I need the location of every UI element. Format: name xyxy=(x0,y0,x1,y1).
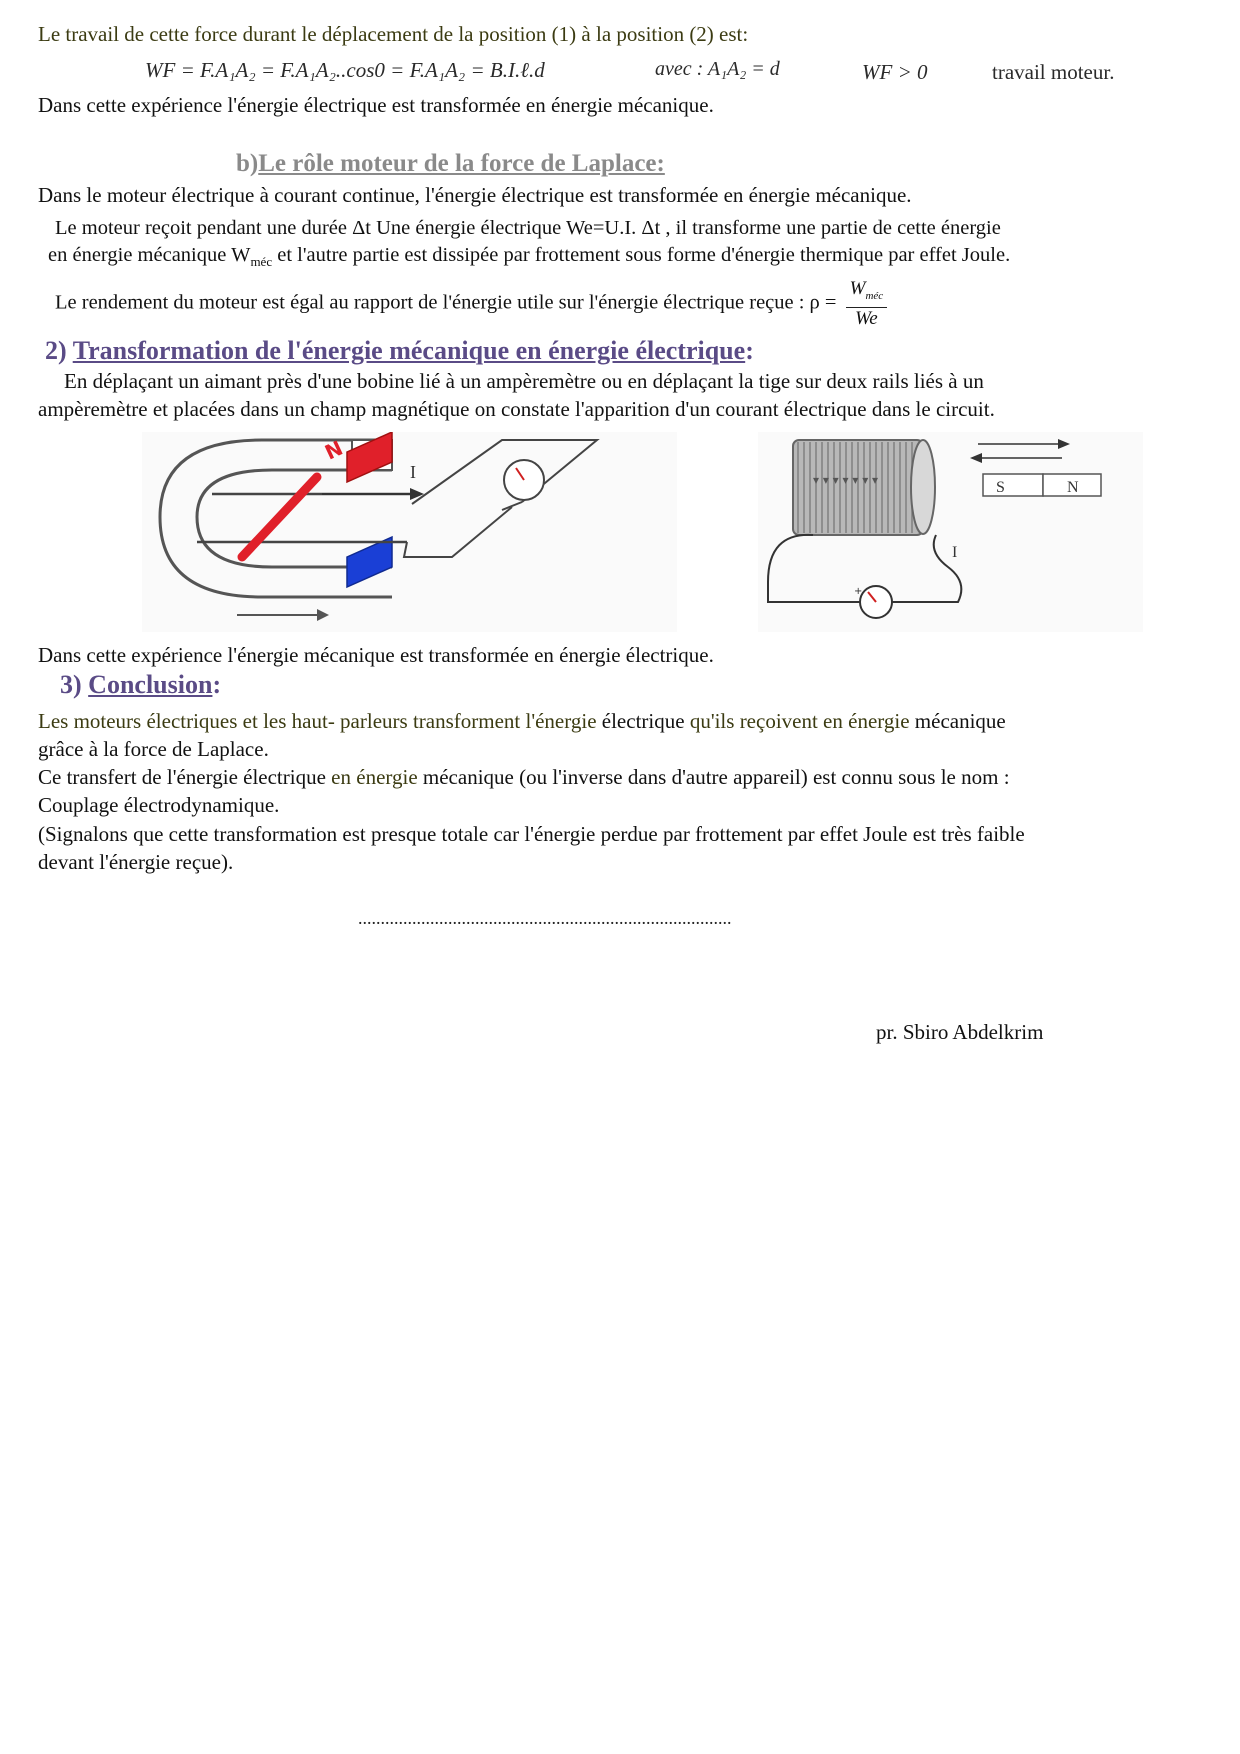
section-2-prefix: 2) xyxy=(45,336,73,365)
field-markers: ▾ ▾ ▾ ▾ ▾ ▾ ▾ xyxy=(813,473,879,487)
conclusion-line-1d: mécanique xyxy=(914,709,1006,733)
mechanical-to-electrical-note: Dans cette expérience l'énergie mécanique est transformée en énergie électrique. xyxy=(38,643,714,667)
work-formula-sign: WF > 0 xyxy=(862,60,928,84)
fraction-numerator: W xyxy=(849,278,866,299)
coil-magnet-figure xyxy=(758,432,1143,632)
motor-energy-line-1: Le moteur reçoit pendant une durée Δt Une énergie électrique We=U.I. Δt , il transforme une partie de cette énergie xyxy=(55,217,1001,239)
bar-magnet-n-label: N xyxy=(1067,479,1079,496)
section-2-title: Transformation de l'énergie mécanique en énergie électrique xyxy=(72,336,746,365)
section-3-title: Conclusion xyxy=(88,670,213,699)
bar-magnet-south xyxy=(983,474,1043,496)
conclusion-line-3a: Ce transfert de l'énergie électrique xyxy=(38,765,332,789)
w-mec-subscript: méc xyxy=(250,254,273,270)
energy-conversion-note: Dans cette expérience l'énergie électrique est transformée en énergie mécanique. xyxy=(38,93,714,117)
conclusion-line-1 xyxy=(38,709,1006,733)
conclusion-line-3c: mécanique (ou l'inverse dans d'autre appareil) est connu sous le nom : xyxy=(417,765,1010,789)
induction-paragraph-line-2: ampèremètre et placées dans un champ magnétique on constate l'apparition d'un courant électrique dans le circuit. xyxy=(38,397,995,421)
rails-magnet-figure xyxy=(142,432,677,632)
induction-paragraph-line-1: En déplaçant un aimant près d'une bobine lié à un ampèremètre ou en déplaçant la tige sur deux rails liés à un xyxy=(64,369,984,393)
ammeter-plus-sign: + xyxy=(854,586,863,597)
section-2-heading xyxy=(45,336,754,366)
coil-end xyxy=(911,440,935,534)
efficiency-line xyxy=(55,278,887,330)
conclusion-line-1b: électrique xyxy=(601,709,685,733)
efficiency-fraction xyxy=(846,278,888,330)
conclusion-line-1a: Les moteurs électriques et les haut- parleurs transforment l'énergie xyxy=(38,709,602,733)
section-3-suffix: : xyxy=(212,670,222,699)
author-signature: pr. Sbiro Abdelkrim xyxy=(876,1020,1044,1044)
section-3-heading xyxy=(60,670,221,700)
separator-dots: ................................................................................... xyxy=(358,908,732,928)
current-label: I xyxy=(410,462,416,482)
fraction-denominator: We xyxy=(855,307,878,329)
conclusion-line-2: grâce à la force de Laplace. xyxy=(38,737,269,761)
section-b-prefix: b) xyxy=(236,150,259,177)
conclusion-line-3 xyxy=(38,765,1010,789)
conclusion-line-6: devant l'énergie reçue). xyxy=(38,850,234,874)
section-3-prefix: 3) xyxy=(60,670,89,699)
conclusion-line-3b: en énergie xyxy=(331,765,418,789)
conclusion-line-1c: qu'ils reçoivent en énergie xyxy=(684,709,915,733)
work-formula: WF = F.A₁A₂ = F.A₁A₂..cos0 = F.A₁A₂ = B.I.ℓ.d xyxy=(145,58,545,82)
fraction-numerator-sub: méc xyxy=(865,289,884,302)
coil-current-label: I xyxy=(952,544,958,561)
motor-paragraph: Dans le moteur électrique à courant continue, l'énergie électrique est transformée en énergie mécanique. xyxy=(38,183,912,207)
section-b-title: Le rôle moteur de la force de Laplace: xyxy=(258,150,665,177)
conclusion-line-4: Couplage électrodynamique. xyxy=(38,793,280,817)
motor-energy-line-2a: en énergie mécanique W xyxy=(48,244,251,266)
work-intro-text: Le travail de cette force durant le déplacement de la position (1) à la position (2) est: xyxy=(38,22,749,46)
section-2-suffix: : xyxy=(745,336,754,365)
section-b-heading xyxy=(236,150,665,178)
work-type-label: travail moteur. xyxy=(992,60,1115,84)
motor-energy-line-2c: et l'autre partie est dissipée par frottement sous forme d'énergie thermique par effet Joule. xyxy=(272,244,1011,266)
north-pole-label: N xyxy=(321,435,347,465)
conclusion-line-5: (Signalons que cette transformation est presque totale car l'énergie perdue par frottement par effet Joule est très faible xyxy=(38,822,1025,846)
efficiency-text: Le rendement du moteur est égal au rapport de l'énergie utile sur l'énergie électrique reçue : ρ = xyxy=(55,291,837,314)
motor-energy-line-2 xyxy=(48,244,1010,270)
bar-magnet-s-label: S xyxy=(996,479,1005,496)
work-formula-avec: avec : A₁A₂ = d xyxy=(655,58,780,80)
